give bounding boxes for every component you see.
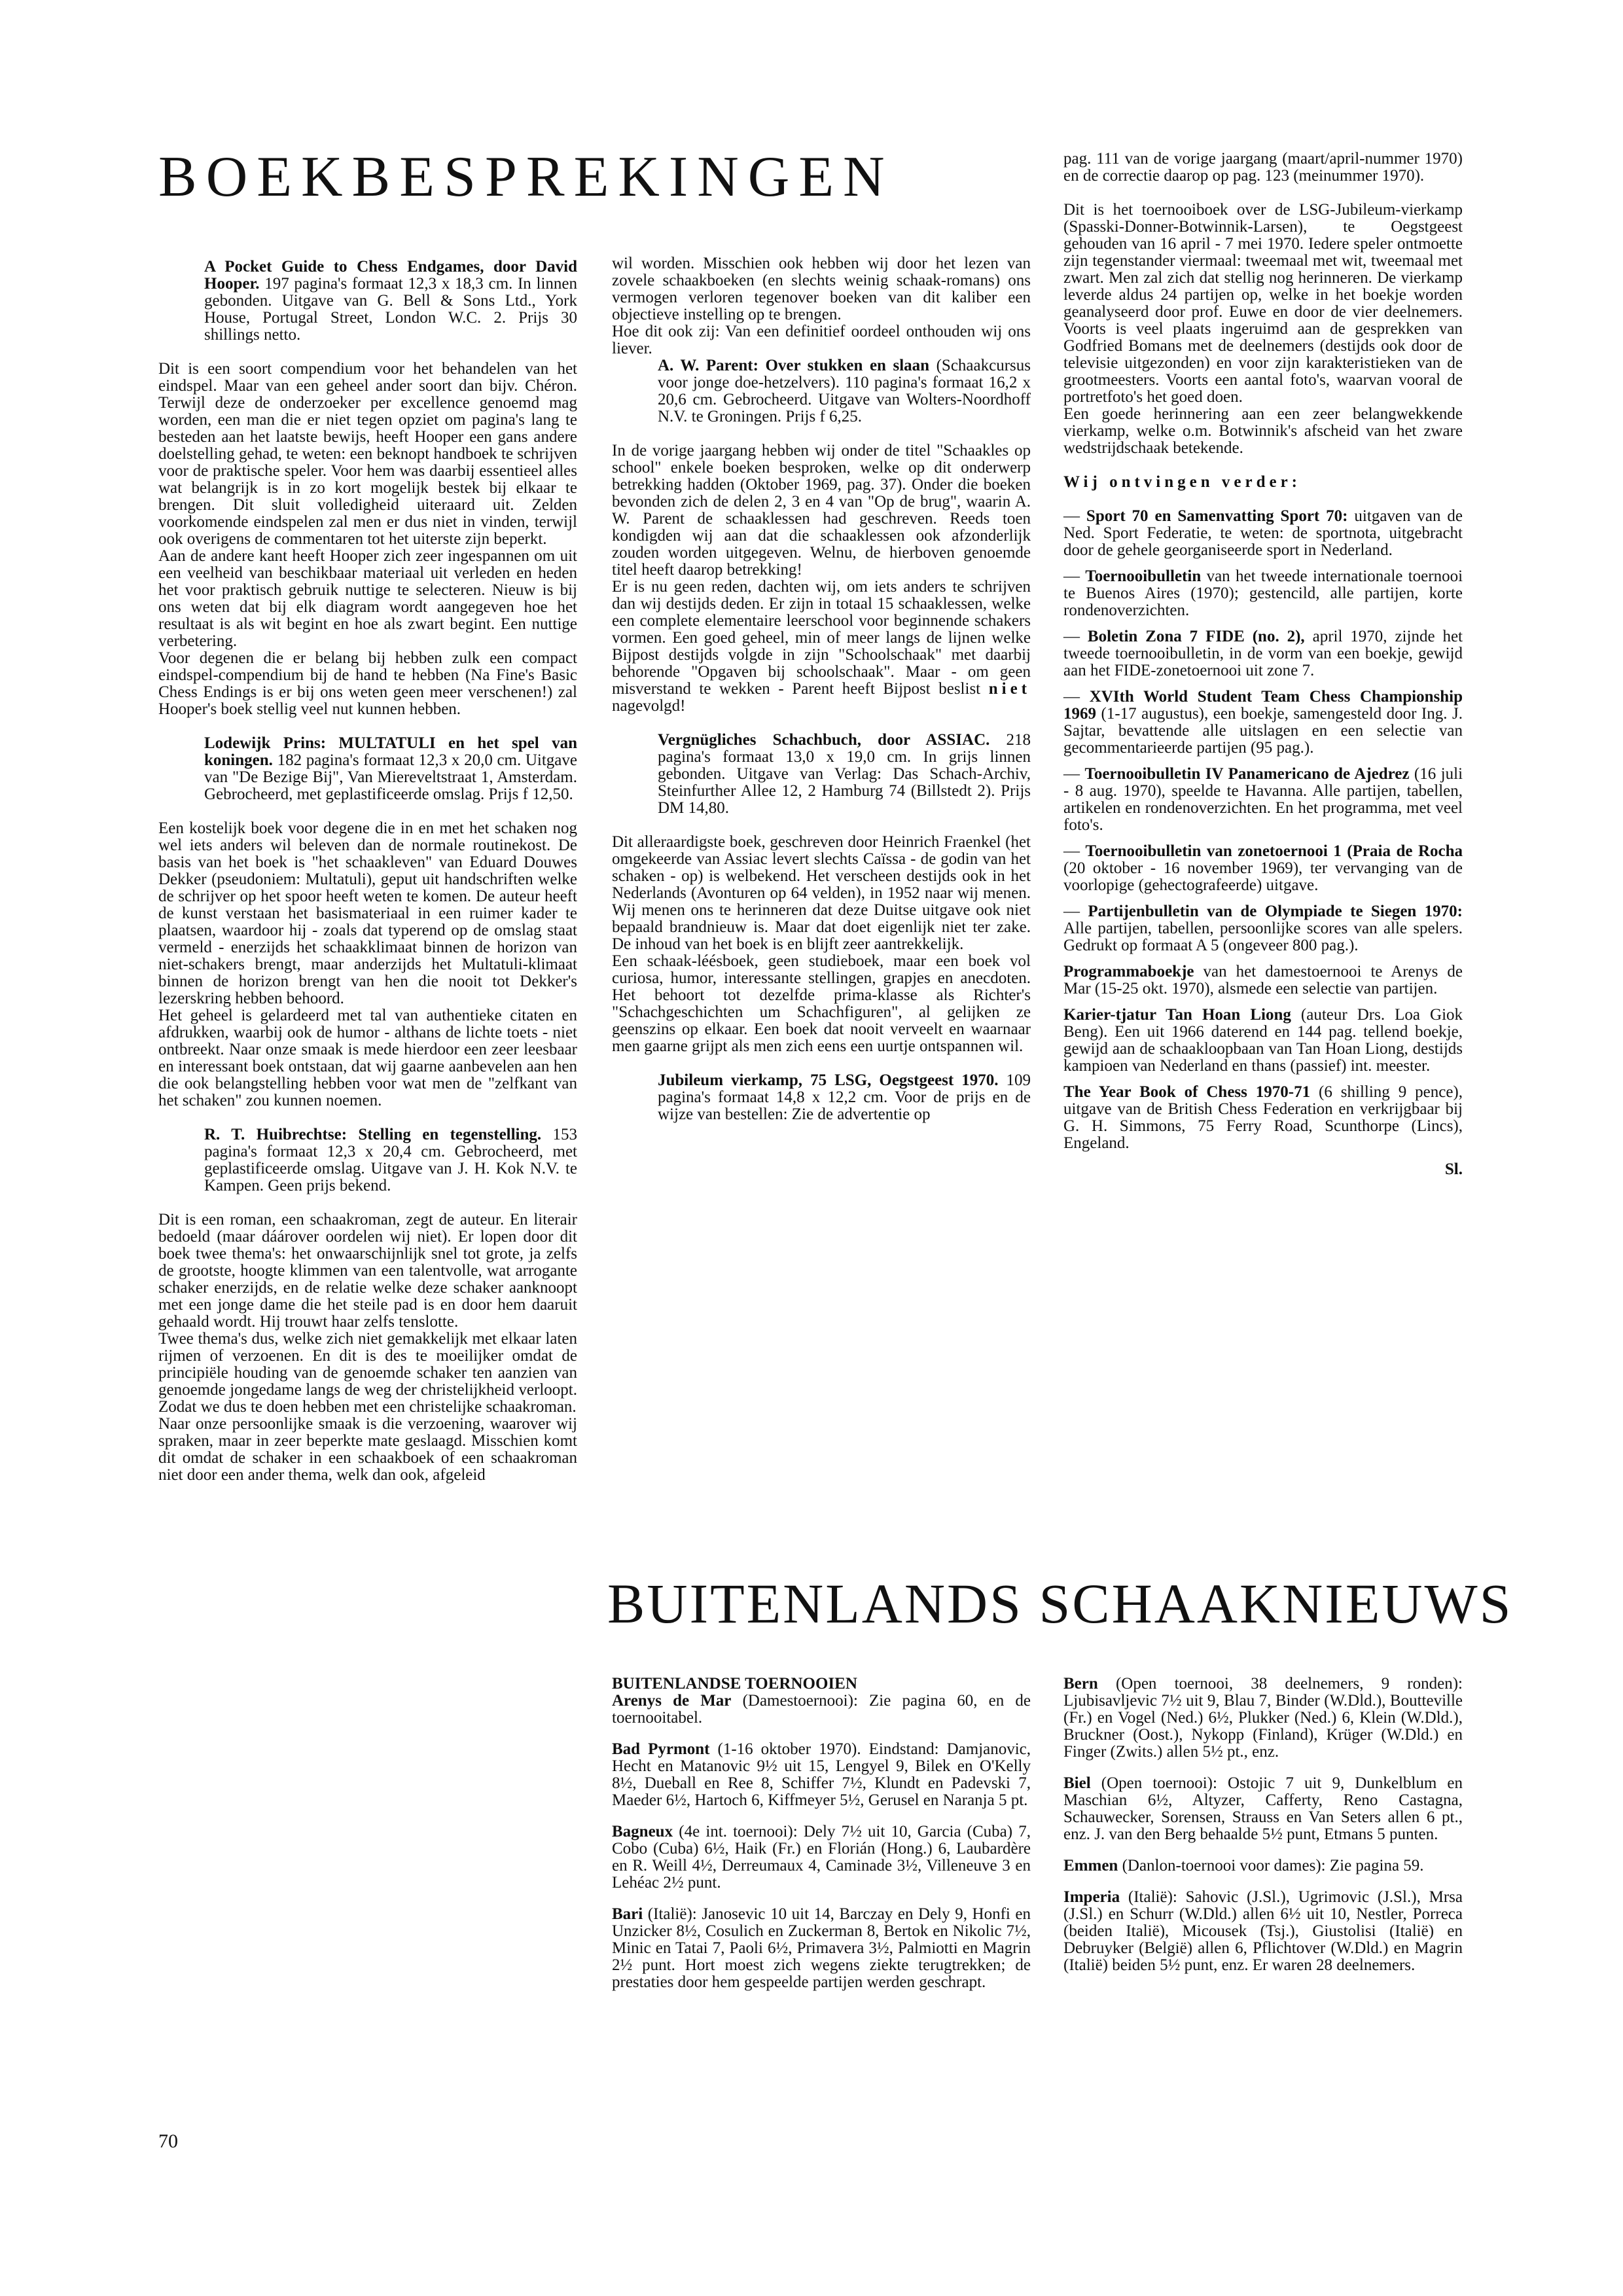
received-item-title: XVIth World Student Team Chess Championship 1969 <box>1063 688 1463 723</box>
tournament-result: (Open toernooi): Ostojic 7 uit 9, Dunkelblum en Maschian 6½, Altyzer, Cafferty, Reno Castagna, Schauwecker, Sorensen, Strauss en Van Seters allen 6 pt., enz. J. van den Berg behaalde 5½ punt, Etmans 5 punten. <box>1063 1774 1463 1843</box>
review-huibrechtse-title: R. T. Huibrechtse: Stelling en tegenstelling. <box>204 1126 542 1143</box>
foreign-news-heading: BUITENLANDSE TOERNOOIEN <box>612 1675 857 1693</box>
received-item-title: The Year Book of Chess 1970-71 <box>1063 1083 1311 1101</box>
received-item-title: Karier-tjatur Tan Hoan Liong <box>1063 1006 1291 1024</box>
tournament-name: Emmen <box>1063 1857 1118 1874</box>
tournament-name: Bari <box>612 1905 643 1923</box>
review-assiac-title: Vergnügliches Schachbuch, door ASSIAC. <box>658 731 990 749</box>
review-hooper-details: 197 pagina's formaat 12,3 x 18,3 cm. In linnen gebonden. Uitgave van G. Bell & Sons Ltd., York House, Portugal Street, London W.C. 2. Prijs 30 shillings netto. <box>204 275 577 344</box>
received-item <box>1063 628 1463 679</box>
tournament-entry <box>1063 1676 1463 1761</box>
foreign-news-list <box>1063 1676 1463 1974</box>
review-huibrechtse-continued: wil worden. Misschien ook hebben wij door het lezen van zovele schaakboeken (en slechts weinig schaak-romans) ons vermogen verloren tegenover boeken van dit kaliber een objectieve instelling op te brengen. <box>612 255 1031 323</box>
tournament-entry <box>612 1693 1031 1727</box>
received-item <box>1063 903 1463 954</box>
tournament-entry <box>1063 1775 1463 1843</box>
review-hooper-paragraph: Voor degenen die er belang bij hebben zulk een compact eindspel-compendium bij de hand te hebben (Na Fine's Basic Chess Endings is er bij ons weten geen meer verschenen!) zal Hooper's boek stellig veel nut kunnen hebben. <box>158 649 577 718</box>
tournament-entry <box>612 1823 1031 1892</box>
review-hooper-paragraph: Aan de andere kant heeft Hooper zich zeer ingespannen om uit een veelheid van beschikbaar materiaal uit verleden en heden het voor praktisch gebruik nuttige te selecteren. Nieuw is bij ons weten dat bij elk diagram wordt aangegeven hoe het resultaat is als wit begint en hoe als zwart begint. Een nuttige verbetering. <box>158 547 577 650</box>
received-item <box>1063 1084 1463 1152</box>
column-3 <box>1063 151 1463 1178</box>
received-item <box>1063 568 1463 619</box>
review-assiac-paragraph: Een schaak-léésboek, geen studieboek, maar een boek vol curiosa, humor, interessante stellingen, grapjes en anecdoten. Het behoort tot dezelfde prima-klasse als Richter's "Schachgeschichten um Schachfiguren", al gelijken ze geenszins op elkaar. Een boek dat nooit verveelt en waarnaar men gaarne grijpt als men zich eens een uurtje ontspannen wil. <box>612 952 1031 1055</box>
tournament-result: (Italië): Sahovic (J.Sl.), Ugrimovic (J.Sl.), Mrsa (J.Sl.) en Schurr (W.Dld.) allen 6½ uit 10, Nestler, Porreca (beiden Italië), Micousek (Tsj.), Giustolisi (Italië) en Debruyker (België) allen 6, Pflichtover (W.Dld.) en Magrin (Italië) beiden 5½ punt, enz. Er waren 28 deelnemers. <box>1063 1888 1463 1974</box>
received-item-text: (20 oktober - 16 november 1969), ter vervanging van de voorlopige (gehectografeerde) uitgave. <box>1063 859 1463 894</box>
review-prins-title: Lodewijk Prins: MULTATULI en het spel van koningen. <box>204 734 577 769</box>
tournament-name: Bad Pyrmont <box>612 1740 710 1758</box>
review-jubileum-paragraph: Een goede herinnering aan een zeer belangwekkende vierkamp, welke o.m. Botwinnik's afscheid van het zware wedstrijdschaak betekende. <box>1063 405 1463 457</box>
tournament-entry <box>612 1741 1031 1809</box>
tournament-result: (Damestoernooi): Zie pagina 60, en de toernooitabel. <box>612 1692 1031 1727</box>
section-title-foreign-news: BUITENLANDS SCHAAKNIEUWS <box>607 1572 1513 1635</box>
review-hooper-title: A Pocket Guide to Chess Endgames, <box>204 258 484 276</box>
received-item-text: (16 juli - 8 aug. 1970), speelde te Havanna. Alle partijen, tabellen, artikelen en rondenoverzichten. En het programma, met veel foto's. <box>1063 765 1463 834</box>
tournament-result: (Open toernooi, 38 deelnemers, 9 ronden): Ljubisavljevic 7½ uit 9, Blau 7, Binder (W.Dld.), Boutteville (Fr.) en Vogel (Ned.) 6½, Plukker (Ned.) 6, Klein (W.Dld.), Bruckner (Oost.), Nykopp (Finland), Krüger (W.Dld.) en Finger (Zwits.) allen 5½ pt., enz. <box>1063 1675 1463 1761</box>
received-item-text: april 1970, zijnde het tweede toernooibulletin, in de vorm van een boekje, gewijd aan het FIDE-zonetoernooi uit zone 7. <box>1063 628 1463 679</box>
received-list <box>1063 508 1463 1152</box>
review-assiac-details: 218 pagina's formaat 13,0 x 19,0 cm. In grijs linnen gebonden. Uitgave van Verlag: Das Schach-Archiv, Steinfurther Allee 12, 2 Hamburg 74 (Billstedt 2). Prijs DM 14,80. <box>658 731 1031 817</box>
received-item <box>1063 1007 1463 1075</box>
review-parent-details: (Schaakcursus voor jonge doe-hetzelvers). 110 pagina's formaat 16,2 x 20,6 cm. Gebrocheerd. Uitgave van Wolters-Noordhoff N.V. te Groningen. Prijs f 6,25. <box>658 357 1031 425</box>
tournament-result: (Italië): Janosevic 10 uit 14, Barczay en Dely 9, Honfi en Unzicker 8½, Cosulich en Zuckerman 8, Bertok en Nikolic 7½, Minic en Tatai 7, Paoli 6½, Primavera 3½, Palmiotti en Magrin 2½ punt. Hort moest zich wegens ziekte terugtrekken; de prestaties door hem gespeelde partijen werden geschrapt. <box>612 1905 1031 1991</box>
review-huibrechtse-paragraph: Naar onze persoonlijke smaak is die verzoening, waarover wij spraken, maar in zeer beperkte mate geslaagd. Misschien komt dit omdat de schaker in een schaakboek of een schaakroman niet door een ander thema, welk dan ook, afgeleid <box>158 1415 577 1484</box>
received-item-title: Toernooibulletin IV Panamericano de Ajedrez <box>1084 765 1410 783</box>
received-item-title: Partijenbulletin van de Olympiade te Siegen 1970: <box>1088 903 1463 920</box>
review-jubileum-title: Jubileum vierkamp, 75 LSG, Oegstgeest 1970. <box>658 1071 999 1089</box>
review-huibrechtse-paragraph: Twee thema's dus, welke zich niet gemakkelijk met elkaar laten rijmen of verzoenen. En dit is des te moeilijker omdat de principiële houding van de genoemde schaker ten aanzien van genoemde jongedame langs de weg der christelijkheid verloopt. Zodat we dus te doen hebben met een christelijke schaakroman. <box>158 1330 577 1416</box>
received-heading: Wij ontvingen verder: <box>1063 473 1302 491</box>
received-item-dash: — <box>1063 688 1090 706</box>
review-jubileum-continued: pag. 111 van de vorige jaargang (maart/april-nummer 1970) en de correctie daarop op pag. 123 (meinummer 1970). <box>1063 150 1463 185</box>
reviewer-initials: Sl. <box>1444 1160 1463 1178</box>
tournament-name: Arenys de Mar <box>612 1692 732 1710</box>
section-title-book-reviews: BOEKBESPREKINGEN <box>158 145 894 209</box>
received-item-title: Boletin Zona 7 FIDE (no. 2), <box>1087 628 1305 645</box>
column-2 <box>612 255 1031 1123</box>
review-parent-paragraph: In de vorige jaargang hebben wij onder de titel "Schaakles op school" enkele boeken besproken, welke op dit onderwerp betrekking hadden (Oktober 1969, pag. 37). Onder die boeken bevonden zich de delen 2, 3 en 4 van "Op de brug", waarin A. W. Parent de schaaklessen had geschreven. Reeds toen kondigden wij aan dat die schaaklessen ook afzonderlijk zouden worden uitgegeven. Welnu, de hierboven genoemde titel heeft daarop betrekking! <box>612 442 1031 579</box>
review-jubileum-header <box>612 1072 1031 1123</box>
received-item-text: (6 shilling 9 pence), uitgave van de British Chess Federation en verkrijgbaar bij G. H. Simmons, 75 Ferry Road, Scunthorpe (Lincs), Engeland. <box>1063 1083 1463 1152</box>
review-hooper-paragraph: Dit is een soort compendium voor het behandelen van het eindspel. Maar van een geheel ander soort dan bijv. Chéron. Terwijl deze de onderzoeker per excellence genoemd mag worden, een man die er niet tegen opziet om pagina's lang te besteden aan het laatste bewijs, heeft Hooper een gans andere doelstelling gehad, te weten: een beknopt handboek te schrijven voor de praktische speler. Voor hem was daarbij essentieel alles wat belangrijk is in zo kort mogelijk bestek bij elkaar te brengen. Dit sluit volledigheid uiteraard uit. Zelden voorkomende eindspelen zal men er dus niet in vinden, terwijl ook overigens de commentaren tot het uiterste zijn beperkt. <box>158 360 577 548</box>
review-huibrechtse-details: 153 pagina's formaat 12,3 x 20,4 cm. Gebrocheerd, met geplastificeerde omslag. Uitgave van J. H. Kok N.V. te Kampen. Geen prijs bekend. <box>204 1126 578 1194</box>
received-item <box>1063 508 1463 559</box>
tournament-entry <box>612 1906 1031 1991</box>
tournament-name: Biel <box>1063 1774 1091 1792</box>
emphasis-niet: niet <box>988 680 1031 698</box>
tournament-result: (4e int. toernooi): Dely 7½ uit 10, Garcia (Cuba) 7, Cobo (Cuba) 6½, Haik (Fr.) en Florián (Hong.) 6, Laubardère en R. Weill 4½, Derreumaux 4, Caminade 3½, Villeneuve 3 en Lehéac 2½ punt. <box>612 1823 1031 1892</box>
received-item-dash: — <box>1063 903 1088 920</box>
tournament-entry <box>1063 1889 1463 1974</box>
received-item-title: Sport 70 en Samenvatting Sport 70: <box>1086 507 1348 525</box>
review-assiac-header <box>612 732 1031 817</box>
review-prins-details: 182 pagina's formaat 12,3 x 20,0 cm. Uitgave van "De Bezige Bij", Van Miereveltstraat 1, Amsterdam. Gebrocheerd, met geplastificeerde omslag. Prijs f 12,50. <box>204 751 578 803</box>
received-item <box>1063 689 1463 757</box>
received-item-dash: — <box>1063 842 1086 860</box>
review-huibrechtse-header <box>158 1126 577 1194</box>
review-parent-title: A. W. Parent: Over stukken en slaan <box>658 357 930 374</box>
received-item <box>1063 843 1463 894</box>
tournament-result: (Danlon-toernooi voor dames): Zie pagina 59. <box>1122 1857 1424 1874</box>
received-item-title: Toernooibulletin van zonetoernooi 1 (Praia de Rocha <box>1085 842 1463 860</box>
received-item-text: (auteur Drs. Loa Giok Beng). Een uit 1966 daterend en 144 pag. tellend boekje, gewijd aan de schaakloopbaan van Tan Hoan Liong, destijds kampioen van Nederland en thans (passief) int. meester. <box>1063 1006 1463 1075</box>
review-hooper-header <box>158 259 577 344</box>
received-item-dash: — <box>1063 507 1086 525</box>
received-item-dash: — <box>1063 765 1085 783</box>
received-item-text: (1-17 augustus), een boekje, samengesteld door Ing. J. Sajtar, bevattende alle uitslagen en een selectie van gecommentarieerde partijen (95 pag.). <box>1063 705 1463 757</box>
received-item-title: Toernooibulletin <box>1085 567 1202 585</box>
tournament-name: Imperia <box>1063 1888 1120 1906</box>
received-item-text: van het tweede internationale toernooi te Buenos Aires (1970); gestencild, alle partijen, korte rondenoverzichten. <box>1063 567 1463 619</box>
received-item-dash: — <box>1063 567 1086 585</box>
received-item-text: van het damestoernooi te Arenys de Mar (15-25 okt. 1970), alsmede een selectie van partijen. <box>1063 963 1463 997</box>
tournament-entry <box>1063 1857 1463 1874</box>
review-huibrechtse-continued: Hoe dit ook zij: Van een definitief oordeel onthouden wij ons liever. <box>612 323 1031 357</box>
received-item-text: uitgaven van de Ned. Sport Federatie, te weten: de sportnota, uitgebracht door de gehele georganiseerde sport in Nederland. <box>1063 507 1463 559</box>
received-item-dash: — <box>1063 628 1088 645</box>
foreign-news-column-2 <box>1063 1676 1463 1988</box>
tournament-name: Bern <box>1063 1675 1098 1693</box>
tournament-result: (1-16 oktober 1970). Eindstand: Damjanovic, Hecht en Matanovic 9½ uit 15, Lengyel 9, Bilek en O'Kelly 8½, Dueball en Ree 8, Schiffer 7½, Klundt en Padevski 7, Maeder 6½, Hartoch 6, Kiffmeyer 5½, Gerusel en Naranja 5 pt. <box>612 1740 1031 1809</box>
received-item <box>1063 766 1463 834</box>
review-prins-paragraph: Een kostelijk boek voor degene die in en met het schaken nog wel iets anders wil beleven dan de normale routinekost. De basis van het boek is "het schaakleven" van Eduard Douwes Dekker (pseudoniem: Multatuli), geput uit handschriften welke de schrijver op het spoor heeft weten te komen. De auteur heeft de kunst verstaan het basismateriaal in een ruimer kader te plaatsen, waardoor hij - zoals dat typerend op de omslag staat vermeld - enerzijds het schaakklimaat binnen de horizon van niet-schakers brengt, maar anderzijds het Multatuli-klimaat binnen de horizon brengt van hen die nooit tot Dekker's lezerskring hebben behoord. <box>158 819 577 1007</box>
foreign-news-column-1 <box>612 1676 1031 2005</box>
review-parent-header <box>612 357 1031 425</box>
received-item <box>1063 963 1463 997</box>
review-jubileum-paragraph: Dit is het toernooiboek over de LSG-Jubileum-vierkamp (Spasski-Donner-Botwinnik-Larsen), te Oegstgeest gehouden van 16 april - 7 mei 1970. Iedere speler ontmoette zijn tegenstander viermaal: tweemaal met wit, tweemaal met zwart. Men zal zich dat stellig nog herinneren. De vierkamp leverde aldus 24 partijen op, welke in het boekje worden geanalyseerd door prof. Euwe en door de vier deelnemers. Voorts is veel plaats ingeruimd aan de gesprekken van Godfried Bomans met de deelnemers (destijds ook door de televisie uitgezonden) en voor zijn karakteristieken van de grootmeesters. Voorts een aantal foto's, waarvan vooral de portretfoto's het goed doen. <box>1063 201 1463 406</box>
review-huibrechtse-paragraph: Dit is een roman, een schaakroman, zegt de auteur. En literair bedoeld (maar dáárover oordelen wij niet). Er lopen door dit boek twee thema's: het onwaarschijnlijk snel tot grote, ja zelfs de grootste, hoogte klimmen van een talentvolle, wat arrogante schaker enerzijds, en de relatie welke deze schaker aanknoopt met een jonge dame die het steile pad is en door hem daaruit gehaald wordt. Hij trouwt haar zelfs tenslotte. <box>158 1211 577 1331</box>
review-assiac-paragraph: Dit alleraardigste boek, geschreven door Heinrich Fraenkel (het omgekeerde van Assiac levert slechts Caïssa - de godin van het schaken - op) is welbekend. Het verscheen destijds ook in het Nederlands (Avonturen op 64 velden), in 1952 naar wij menen. Wij menen ons te herinneren dat deze Duitse uitgave ook niet bepaald brandnieuw is. Maar dat doet eigenlijk niet ter zake. De inhoud van het boek is en blijft zeer aantrekkelijk. <box>612 833 1031 953</box>
review-jubileum-details: 109 pagina's formaat 14,8 x 12,2 cm. Voor de prijs en de wijze van bestellen: Zie de advertentie op <box>658 1071 1031 1123</box>
foreign-news-list <box>612 1693 1031 1991</box>
review-prins-header <box>158 735 577 803</box>
page-number: 70 <box>158 2130 178 2152</box>
received-item-title: Programmaboekje <box>1063 963 1194 980</box>
received-item-text: Alle partijen, tabellen, persoonlijke scores van alle spelers. Gedrukt op formaat A 5 (ongeveer 800 pag.). <box>1063 920 1463 954</box>
tournament-name: Bagneux <box>612 1823 673 1840</box>
review-parent-paragraph: Er is nu geen reden, dachten wij, om iets anders te schrijven dan wij destijds deden. Er zijn in totaal 15 schaaklessen, welke een complete elementaire leerschool voor beginnende schakers vormen. Een goed geheel, min of meer langs de lijnen welke Bijpost destijds volgde in zijn "Schoolschaak" met daarbij behorende "Opgaven bij schoolschaak". Maar - om geen misverstand te wekken - Parent heeft Bijpost beslist niet nagevolgd! <box>612 578 1031 715</box>
review-prins-paragraph: Het geheel is gelardeerd met tal van authentieke citaten en afdrukken, waarbij ook de humor - althans de lichte toets - niet ontbreekt. Naar onze smaak is mede hierdoor een zeer leesbaar en interessant boek ontstaan, dat wij gaarne aanbevelen aan hen die ook belangstelling hebben voor wat men de "zelfkant van het schaken" zou kunnen noemen. <box>158 1007 577 1109</box>
column-1 <box>158 259 577 1484</box>
review-hooper-author: door David Hooper. <box>204 258 578 293</box>
